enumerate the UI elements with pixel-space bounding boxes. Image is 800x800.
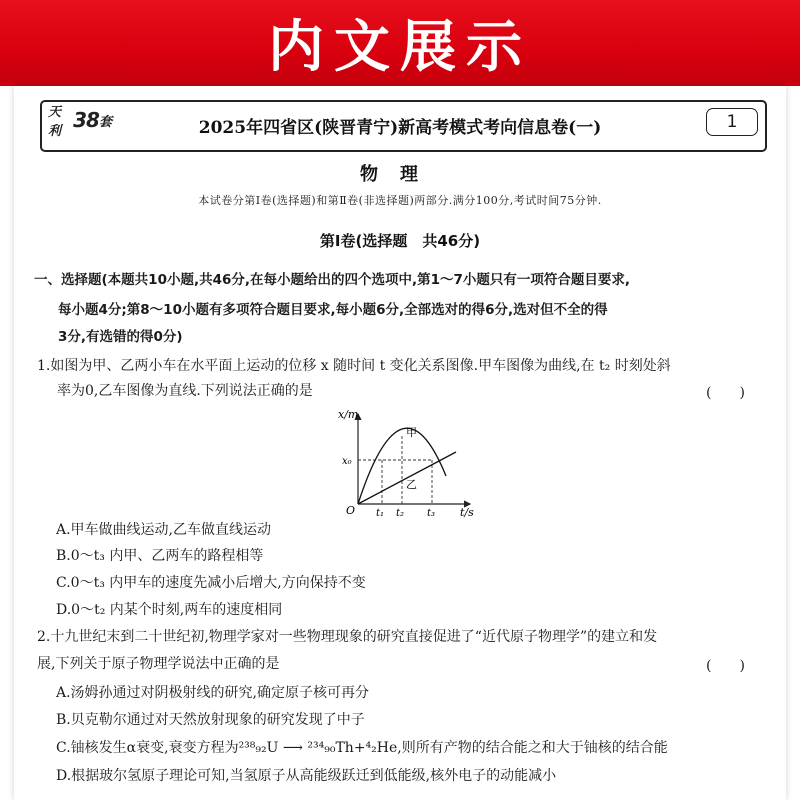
q1-option: A.甲车做曲线运动,乙车做直线运动 bbox=[56, 522, 272, 538]
q2-stem-line: 2.十九世纪末到二十世纪初,物理学家对一些物理现象的研究直接促进了“近代原子物理学”的建立和发 bbox=[37, 629, 658, 645]
q2-answer-blank: ( ) bbox=[706, 658, 745, 674]
instruction-line: 一、选择题(本题共10小题,共46分,在每小题给出的四个选项中,第1～7小题只有一项符合题目要求, bbox=[34, 272, 631, 288]
q1-option: C.0～t₃ 内甲车的速度先减小后增大,方向保持不变 bbox=[56, 575, 366, 591]
logo-number: 38 bbox=[73, 108, 99, 132]
subject-title: 物理 bbox=[360, 164, 440, 185]
banner bbox=[0, 0, 800, 86]
q1-option: D.0～t₂ 内某个时刻,两车的速度相同 bbox=[56, 602, 283, 618]
y-axis-label: x/m bbox=[338, 408, 359, 421]
q2-stem-line: 展,下列关于原子物理学说法中正确的是 bbox=[37, 656, 280, 672]
origin-label: O bbox=[346, 504, 356, 517]
logo-suffix: 套 bbox=[98, 114, 112, 130]
t3-label: t₃ bbox=[427, 508, 436, 519]
q1-stem-line: 1.如图为甲、乙两小车在水平面上运动的位移 x 随时间 t 变化关系图像.甲车图像为曲线,在 t₂ 时刻处斜 bbox=[37, 358, 671, 374]
q2-option: D.根据玻尔氢原子理论可知,当氢原子从高能级跃迁到低能级,核外电子的动能减小 bbox=[56, 768, 557, 784]
q1-option: B.0～t₃ 内甲、乙两车的路程相等 bbox=[56, 548, 264, 564]
q2-option: B.贝克勒尔通过对天然放射现象的研究发现了中子 bbox=[56, 712, 365, 728]
publisher-logo bbox=[48, 105, 112, 139]
logo-small-text: 天利 bbox=[48, 105, 62, 139]
curve-jia-label: 甲 bbox=[406, 426, 417, 439]
exam-title: 2025年四省区(陕晋青宁)新高考模式考向信息卷(一) bbox=[198, 118, 602, 138]
exam-note: 本试卷分第Ⅰ卷(选择题)和第Ⅱ卷(非选择题)两部分.满分100分,考试时间75分钟. bbox=[198, 194, 602, 207]
instruction-line: 每小题4分;第8～10小题有多项符合题目要求,每小题6分,全部选对的得6分,选对但不全的得 bbox=[58, 302, 608, 318]
t2-label: t₂ bbox=[396, 508, 405, 519]
q1-answer-blank: ( ) bbox=[706, 385, 745, 401]
page-number: 1 bbox=[706, 108, 758, 136]
banner-title: 内文展示 bbox=[268, 15, 532, 80]
t1-label: t₁ bbox=[376, 508, 385, 519]
line-yi-label: 乙 bbox=[406, 478, 417, 491]
x-axis-label: t/s bbox=[460, 506, 474, 519]
instruction-line: 3分,有选错的得0分) bbox=[58, 329, 183, 345]
q1-stem-line: 率为0,乙车图像为直线.下列说法正确的是 bbox=[57, 383, 313, 399]
section-title: 第Ⅰ卷(选择题 共46分) bbox=[319, 232, 481, 250]
q1-position-time-graph bbox=[328, 408, 478, 520]
q2-option: C.铀核发生α衰变,衰变方程为²³⁸₉₂U ⟶ ²³⁴₉₀Th+⁴₂He,则所有产物的结合能之和大于铀核的结合能 bbox=[56, 740, 668, 756]
x0-label: x₀ bbox=[342, 456, 352, 467]
q2-option: A.汤姆孙通过对阴极射线的研究,确定原子核可再分 bbox=[56, 685, 370, 701]
